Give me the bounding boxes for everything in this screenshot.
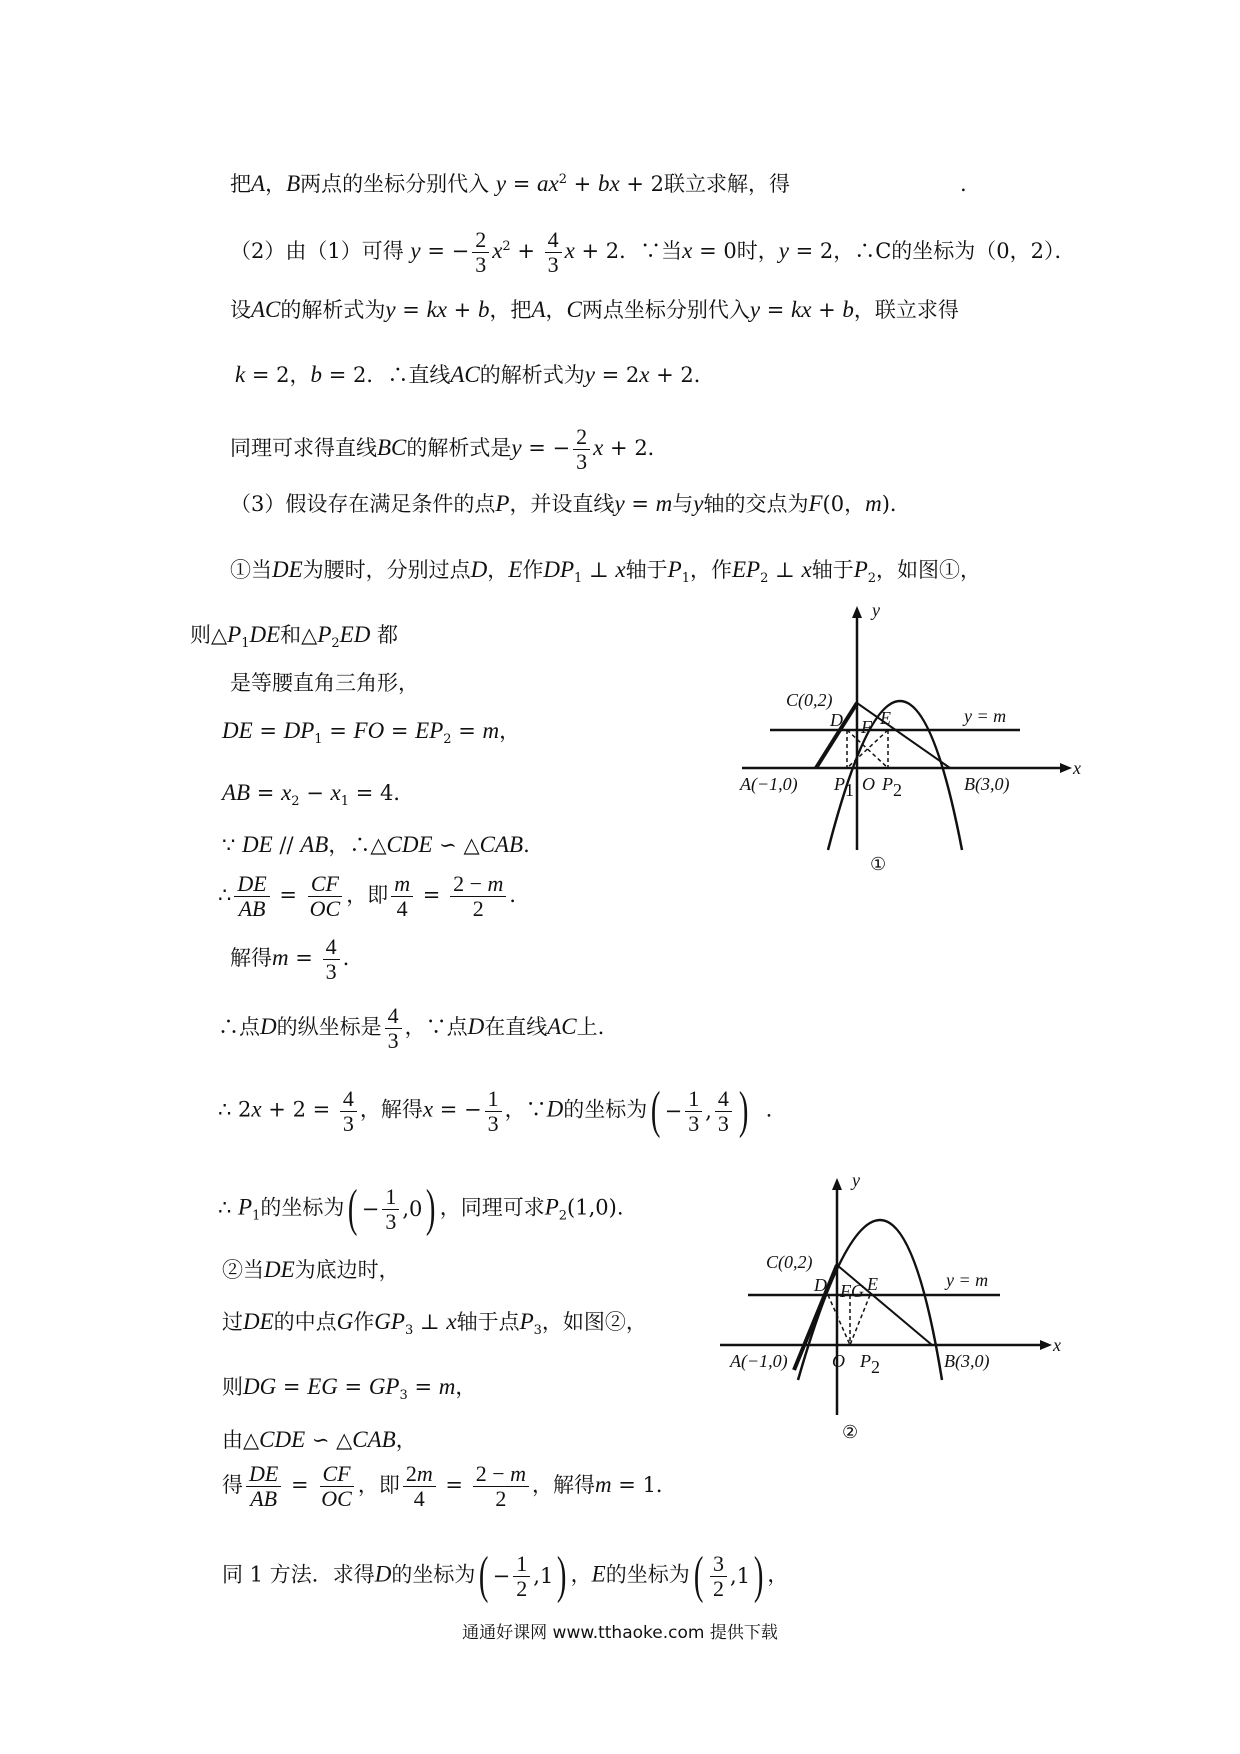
label-d: D: [830, 710, 843, 730]
text-line-7: ①当DE为腰时，分别过点D，E作$DP_1$ ⊥ x轴于$P_1$，作$EP_2$ ⊥ x轴于$P_2$，如图①，: [230, 557, 982, 587]
text-fragment: 两点坐标分别代入: [581, 298, 750, 322]
text-fragment: 的解析式为: [479, 363, 585, 387]
text-fragment: 轴于: [811, 558, 854, 582]
text-fragment: ，如图①，: [876, 558, 982, 582]
label-d: D: [814, 1275, 827, 1295]
text-fragment: 与: [672, 492, 694, 516]
text-fragment: 由: [222, 1428, 243, 1452]
text-fragment: 都: [377, 623, 399, 647]
label-a: A(−1,0): [730, 1351, 788, 1371]
text-fragment: ，即: [346, 883, 389, 907]
label-c: C(0,2): [786, 690, 833, 710]
text-fragment: 的坐标为: [563, 1097, 648, 1122]
text-fragment: ．∴直线: [366, 363, 451, 387]
text-fragment: 把: [230, 172, 251, 196]
label-p2-sub: 2: [893, 780, 902, 800]
text-line-16: ∴ 2x + 2 = $\frac{4}{3}$ ，解得x = − $\frac{1}{3}$ ，∵D的坐标为 ( − $\frac{1}{3}$ , $\frac{4}{3}$ ) .: [218, 1082, 773, 1139]
label-y: y: [872, 600, 880, 620]
text-line-20: 则DG = EG = $GP_3 = m$，: [222, 1374, 477, 1404]
text-fragment: ，解得: [532, 1473, 595, 1497]
text-fragment: 的坐标为: [605, 1562, 690, 1587]
text-fragment: ，联立求得: [853, 298, 959, 322]
text-fragment: 在直线: [484, 1015, 548, 1039]
text-fragment: 的解析式是: [406, 436, 512, 460]
parabola: [828, 701, 962, 850]
text-line-10: DE = $DP_1$ = FO = $EP_2 = m$，: [222, 718, 521, 748]
text-fragment: ，把: [489, 298, 532, 322]
text-fragment: （2）由（1）可得: [230, 239, 404, 263]
label-p2: P: [882, 774, 893, 794]
text-fragment: 联立求解，得: [663, 172, 790, 196]
text-fragment: ．∵当: [619, 239, 683, 263]
text-line-15: ∴点D的纵坐标是 $\frac{4}{3}$ ，∵点D在直线AC上.: [218, 1003, 605, 1053]
text-line-5: 同理可求得直线BC的解析式是y = − $\frac{2}{3}$ x + 2．: [230, 424, 669, 474]
text-line-18: ②当DE为底边时，: [222, 1257, 400, 1282]
text-fragment: ，: [570, 1562, 592, 1587]
text-line-13: ∴ $\frac{DE}{AB}$ = $\frac{CF}{OC}$ ，即 $\frac{m}{4}$ = $\frac{2 - m}{2}$ ．: [218, 871, 531, 921]
text-line-6: （3）假设存在满足条件的点P，并设直线y = m与y轴的交点为F(0，m)．: [230, 491, 911, 516]
text-fragment: ，如图②，: [541, 1310, 647, 1334]
text-fragment: 的解析式为: [280, 298, 386, 322]
label-x: x: [1053, 1335, 1061, 1355]
text-fragment: 的坐标为: [260, 1195, 345, 1220]
text-line-11: AB = $x_2 - x_1 = 4$．: [222, 780, 415, 810]
text-line-19: 过DE的中点G作$GP_3$ ⊥ x轴于点$P_3$，如图②，: [222, 1309, 647, 1339]
text-fragment: ①当: [230, 558, 272, 582]
label-y: y: [852, 1170, 860, 1190]
label-f: F: [861, 717, 872, 737]
text-line-4: k = 2，b = 2．∴直线AC的解析式为y = 2x + 2．: [235, 362, 715, 387]
text-fragment: 得: [222, 1473, 243, 1497]
text-fragment: ，∴C的坐标为（0，2）．: [833, 239, 1076, 263]
text-fragment: 的坐标为: [391, 1562, 476, 1587]
text-fragment: 过: [222, 1310, 243, 1334]
text-line-9: 是等腰直角三角形，: [230, 671, 419, 695]
text-fragment: 同 1 方法．求得: [222, 1562, 375, 1587]
label-c: C(0,2): [766, 1252, 813, 1272]
label-b: B(3,0): [944, 1351, 990, 1371]
text-line-1: 把A，B两点的坐标分别代入 $y = ax^2$ + bx + 2联立求解，得 .: [230, 171, 967, 196]
text-line-17: ∴ $P_1$的坐标为 ( − $\frac{1}{3}$ ,0 ) ，同理可求$P_2(1,0)$.: [218, 1180, 624, 1237]
label-g: G: [851, 1281, 864, 1301]
text-fragment: 解得: [230, 946, 272, 970]
label-b: B(3,0): [964, 774, 1010, 794]
text-fragment: 两点的坐标分别代入: [300, 172, 490, 196]
text-fragment: 作: [522, 558, 544, 582]
page-footer: 通通好课网 www.tthaoke.com 提供下载: [462, 1623, 778, 1643]
label-p2-sub: 2: [871, 1357, 880, 1377]
text-line-2: （2）由（1）可得 y = − $\frac{2}{3}$ $x^2$ + $\frac{4}{3}$ x + 2．∵当x = 0时，y = 2，∴C的坐标为（0，2）．: [230, 227, 1076, 277]
figure-2: [710, 1170, 1080, 1470]
caption-1: ①: [870, 854, 887, 874]
text-fragment: ，∵: [504, 1097, 547, 1122]
text-line-23: 同 1 方法．求得D的坐标为 ( − $\frac{1}{2}$ ,1 ) ，E的坐标为 ( $\frac{3}{2}$ ,1 ) ，: [222, 1547, 789, 1604]
text-line-12: ∵ DE // AB，∴△CDE ∽ △CAB.: [222, 832, 530, 857]
text-fragment: ，同理可求: [439, 1195, 545, 1220]
label-x: x: [1073, 758, 1081, 778]
text-line-22: 得 $\frac{DE}{AB}$ = $\frac{CF}{OC}$ ，即 $\frac{2m}{4}$ = $\frac{2 - m}{2}$ ，解得m = 1．: [222, 1461, 677, 1511]
label-line-m: y = m: [946, 1270, 989, 1290]
label-a: A(−1,0): [740, 774, 798, 794]
text-fragment: ，作: [689, 558, 732, 582]
text-fragment: 同理可求得直线: [230, 436, 377, 460]
text-fragment: 轴于: [625, 558, 668, 582]
label-line-m: y = m: [964, 706, 1007, 726]
text-fragment: ，解得: [359, 1097, 423, 1122]
caption-2: ②: [842, 1422, 859, 1442]
label-o: O: [862, 774, 875, 794]
text-fragment: 设: [230, 298, 251, 322]
line-bc: [837, 1265, 932, 1345]
text-fragment: （3）假设存在满足条件的点: [230, 492, 496, 516]
text-fragment: 则: [190, 623, 211, 647]
label-e: E: [880, 708, 891, 728]
text-fragment: 上.: [576, 1015, 605, 1039]
text-line-3: 设AC的解析式为y = kx + b，把A，C两点坐标分别代入y = kx + b，联立求得: [230, 297, 959, 322]
text-fragment: ，并设直线: [509, 492, 615, 516]
text-line-21: 由△CDE ∽ △CAB，: [222, 1427, 417, 1452]
label-p2: P: [860, 1351, 871, 1371]
text-line-8: 则$\triangle P_1DE$和$\triangle P_2ED$ 都: [190, 622, 399, 652]
text-fragment: ，即: [357, 1473, 400, 1497]
text-line-14: 解得m = $\frac{4}{3}$ .: [230, 934, 350, 984]
label-p1: P: [834, 774, 845, 794]
text-fragment: ②当: [222, 1258, 264, 1282]
label-p1-sub: 1: [845, 780, 854, 800]
label-e: E: [867, 1274, 878, 1294]
text-fragment: 的中点: [273, 1310, 337, 1334]
text-fragment: 轴的交点为: [703, 492, 809, 516]
text-fragment: ∴点: [218, 1015, 260, 1039]
text-fragment: 则: [222, 1375, 243, 1399]
text-fragment: 作: [353, 1310, 375, 1334]
text-fragment: ，∵点: [404, 1015, 468, 1039]
text-fragment: 时，: [736, 239, 779, 263]
text-fragment: 的纵坐标是: [276, 1015, 382, 1039]
text-fragment: 轴于点: [456, 1310, 520, 1334]
text-fragment: 为腰时，分别过点: [302, 558, 471, 582]
text-fragment: 为底边时，: [294, 1258, 400, 1282]
text-fragment: 和: [280, 623, 302, 647]
label-f: F: [840, 1281, 851, 1301]
label-o: O: [832, 1351, 845, 1371]
figure-1: [730, 600, 1090, 900]
